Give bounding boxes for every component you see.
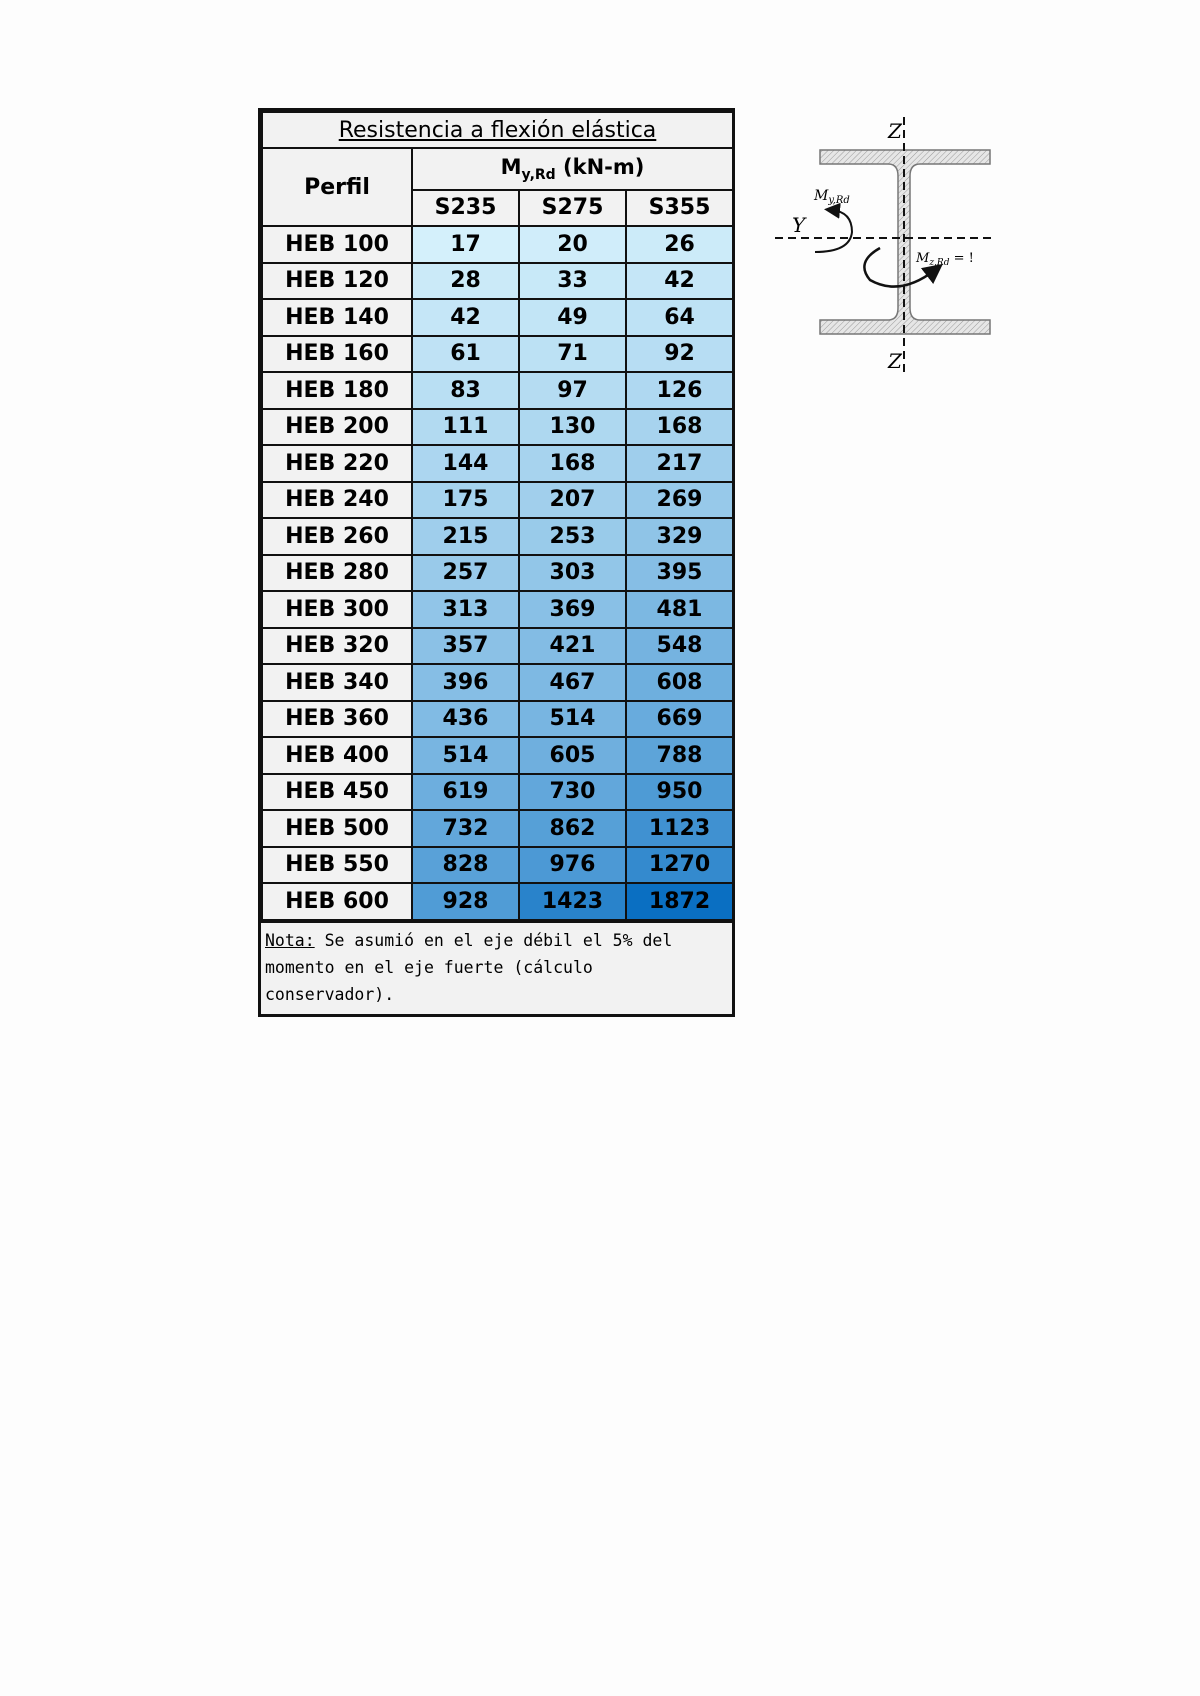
moment-y-label	[813, 188, 850, 206]
profile-cell: HEB 160	[262, 336, 412, 373]
moment-value-cell: 130	[519, 409, 626, 446]
profile-cell: HEB 400	[262, 737, 412, 774]
profile-cell: HEB 550	[262, 847, 412, 884]
table-row	[262, 299, 733, 336]
moment-value-cell: 253	[519, 518, 626, 555]
moment-value-cell: 175	[412, 482, 519, 519]
moment-value-cell: 49	[519, 299, 626, 336]
moment-z-label	[915, 251, 974, 268]
moment-value-cell: 608	[626, 664, 733, 701]
moment-value-cell: 217	[626, 445, 733, 482]
moment-value-cell: 83	[412, 372, 519, 409]
moment-value-cell: 436	[412, 701, 519, 738]
moment-value-cell: 788	[626, 737, 733, 774]
moment-value-cell: 269	[626, 482, 733, 519]
table-row	[262, 591, 733, 628]
moment-value-cell: 928	[412, 883, 519, 920]
moment-value-cell: 92	[626, 336, 733, 373]
table-row	[262, 883, 733, 920]
profile-cell: HEB 260	[262, 518, 412, 555]
moment-value-cell: 97	[519, 372, 626, 409]
table-row	[262, 336, 733, 373]
flexural-resistance-table	[258, 108, 735, 1017]
profile-cell: HEB 220	[262, 445, 412, 482]
moment-value-cell: 28	[412, 263, 519, 300]
moment-value-cell: 950	[626, 774, 733, 811]
moment-value-cell: 1423	[519, 883, 626, 920]
profile-cell: HEB 100	[262, 226, 412, 263]
y-axis-label: Y	[792, 213, 806, 237]
moment-y-subscript: y,Rd	[828, 195, 850, 206]
moment-unit: (kN-m)	[563, 154, 645, 179]
moment-value-cell: 357	[412, 628, 519, 665]
table-row	[262, 774, 733, 811]
table-row	[262, 482, 733, 519]
moment-value-cell: 514	[519, 701, 626, 738]
table-title: Resistencia a flexión elástica	[262, 112, 733, 148]
moment-value-cell: 168	[626, 409, 733, 446]
moment-value-cell: 862	[519, 810, 626, 847]
moment-value-cell: 126	[626, 372, 733, 409]
moment-value-cell: 481	[626, 591, 733, 628]
moment-value-cell: 26	[626, 226, 733, 263]
table-row	[262, 445, 733, 482]
moment-value-cell: 17	[412, 226, 519, 263]
profile-cell: HEB 280	[262, 555, 412, 592]
moment-value-cell: 144	[412, 445, 519, 482]
profile-cell: HEB 300	[262, 591, 412, 628]
moment-z-symbol: M	[916, 251, 930, 266]
moment-symbol: M	[500, 154, 522, 179]
profile-cell: HEB 120	[262, 263, 412, 300]
z-axis-label-top: Z	[888, 119, 902, 143]
grade-header: S275	[519, 190, 626, 226]
moment-value-cell: 976	[519, 847, 626, 884]
grade-header: S355	[626, 190, 733, 226]
moment-value-cell: 215	[412, 518, 519, 555]
grade-header: S235	[412, 190, 519, 226]
i-beam-diagram	[770, 112, 995, 382]
moment-column-header	[412, 148, 733, 190]
table-row	[262, 409, 733, 446]
profile-column-header: Perfil	[262, 148, 412, 226]
moment-y-arrow	[815, 210, 852, 252]
moment-value-cell: 619	[412, 774, 519, 811]
table-row	[262, 810, 733, 847]
note-label: Nota:	[265, 930, 315, 950]
table-row	[262, 372, 733, 409]
table-row	[262, 518, 733, 555]
table-row	[262, 737, 733, 774]
moment-value-cell: 64	[626, 299, 733, 336]
table-row	[262, 226, 733, 263]
moment-value-cell: 1123	[626, 810, 733, 847]
table-row	[262, 701, 733, 738]
moment-value-cell: 111	[412, 409, 519, 446]
moment-subscript: y,Rd	[521, 166, 556, 183]
profile-cell: HEB 320	[262, 628, 412, 665]
profile-cell: HEB 500	[262, 810, 412, 847]
moment-value-cell: 514	[412, 737, 519, 774]
moment-value-cell: 369	[519, 591, 626, 628]
profile-cell: HEB 450	[262, 774, 412, 811]
moment-y-symbol: M	[814, 188, 829, 204]
resistance-table	[261, 111, 734, 921]
moment-value-cell: 1270	[626, 847, 733, 884]
z-axis-label-bottom: Z	[888, 349, 902, 373]
moment-value-cell: 467	[519, 664, 626, 701]
profile-cell: HEB 240	[262, 482, 412, 519]
moment-value-cell: 396	[412, 664, 519, 701]
moment-value-cell: 329	[626, 518, 733, 555]
moment-value-cell: 71	[519, 336, 626, 373]
moment-z-subscript: z,Rd	[929, 258, 950, 268]
table-row	[262, 628, 733, 665]
moment-value-cell: 395	[626, 555, 733, 592]
profile-cell: HEB 180	[262, 372, 412, 409]
moment-value-cell: 42	[626, 263, 733, 300]
moment-value-cell: 421	[519, 628, 626, 665]
moment-value-cell: 1872	[626, 883, 733, 920]
moment-value-cell: 303	[519, 555, 626, 592]
moment-value-cell: 605	[519, 737, 626, 774]
table-row	[262, 847, 733, 884]
moment-value-cell: 33	[519, 263, 626, 300]
profile-cell: HEB 360	[262, 701, 412, 738]
moment-value-cell: 168	[519, 445, 626, 482]
profile-cell: HEB 140	[262, 299, 412, 336]
table-note	[261, 921, 732, 1014]
moment-z-suffix: = !	[949, 251, 974, 266]
moment-value-cell: 61	[412, 336, 519, 373]
profile-cell: HEB 200	[262, 409, 412, 446]
moment-value-cell: 548	[626, 628, 733, 665]
moment-value-cell: 669	[626, 701, 733, 738]
moment-value-cell: 20	[519, 226, 626, 263]
moment-value-cell: 730	[519, 774, 626, 811]
note-text: Se asumió en el eje débil el 5% del momento en el eje fuerte (cálculo conservador).	[265, 930, 673, 1004]
moment-value-cell: 257	[412, 555, 519, 592]
profile-cell: HEB 340	[262, 664, 412, 701]
table-row	[262, 263, 733, 300]
moment-value-cell: 313	[412, 591, 519, 628]
moment-value-cell: 732	[412, 810, 519, 847]
moment-value-cell: 828	[412, 847, 519, 884]
profile-cell: HEB 600	[262, 883, 412, 920]
moment-value-cell: 207	[519, 482, 626, 519]
table-body	[262, 226, 733, 920]
table-row	[262, 664, 733, 701]
moment-value-cell: 42	[412, 299, 519, 336]
table-row	[262, 555, 733, 592]
